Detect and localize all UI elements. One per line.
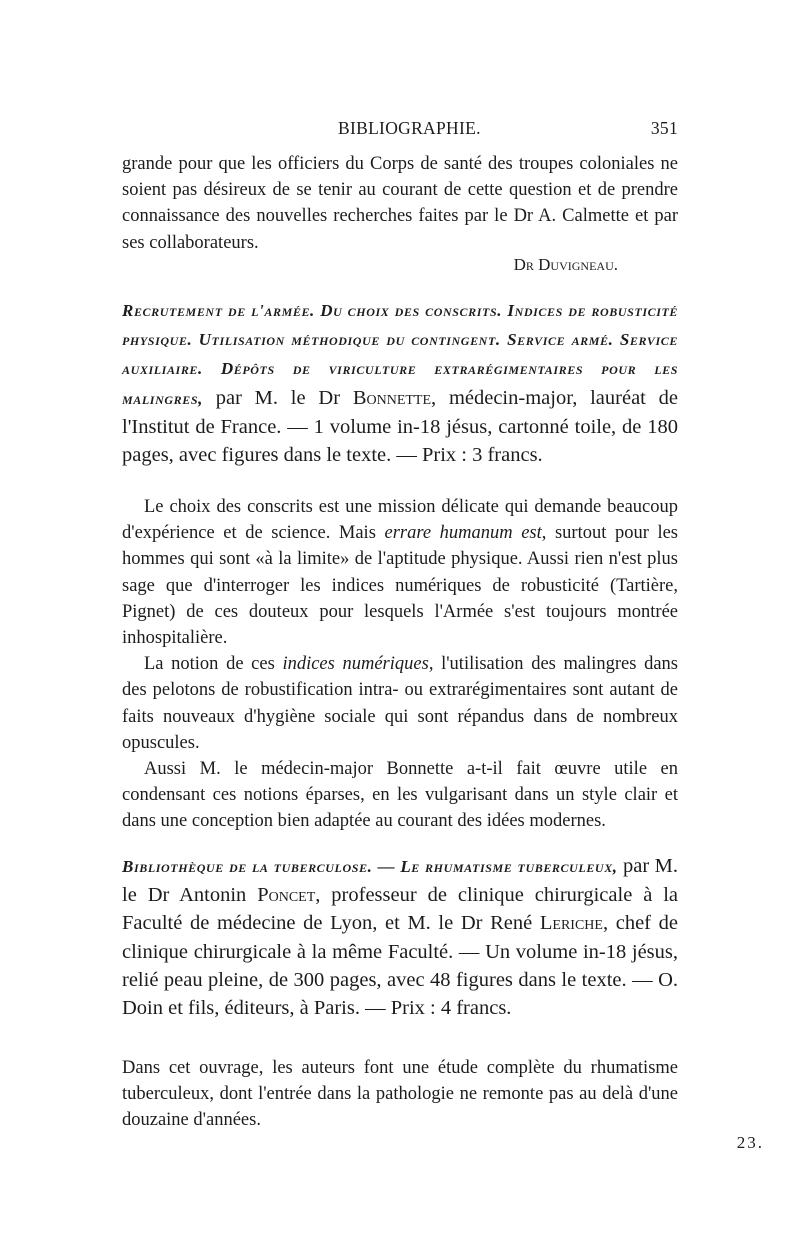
- italic-text: errare humanum est: [384, 523, 542, 544]
- entry-details: , médecin-major, lauréat de l'Institut de France. — 1 volume in-18 jésus, cartonné toile, de 180 pages, avec figures dans le texte. — Prix : 3 francs.: [122, 386, 678, 467]
- paragraph: grande pour que les officiers du Corps de santé des troupes coloniales ne soient pas désireux de se tenir au courant de cette question et de prendre connaissance des nouvelles recherches faites par le Dr A. Calmette et par ses collaborateurs.: [122, 154, 678, 253]
- italic-text: indices numériques: [282, 654, 429, 675]
- entry-by: par M. le Dr: [202, 386, 353, 409]
- entry-by: par M. le Dr Antonin: [122, 855, 678, 907]
- continuation-paragraph: [122, 151, 678, 256]
- text: Le choix des conscrits est une mission délicate qui demande beaucoup d'expérience et de science. Mais: [122, 497, 678, 544]
- entry-author: Poncet: [257, 884, 316, 907]
- text: , l'utilisation des malingres dans des pelotons de robustification intra- ou extrarégimentaires sont autant de faits nouveaux d'hygiène sociale qui sont répandus dans de nombreux opuscules.: [122, 654, 678, 753]
- entry-title: Bibliothèque de la tuberculose. — Le rhumatisme tuberculeux,: [122, 857, 618, 876]
- running-header: [122, 118, 678, 142]
- bibliography-entry-1: [122, 296, 678, 469]
- page-number: 351: [650, 118, 678, 138]
- text: , surtout pour les hommes qui sont «à la limite» de l'aptitude physique. Aussi rien n'est plus sage que d'interroger les indices numériques de robusticité (Tartière, Pignet) de ces douteux pour lesquels l'Armée s'est toujours montrée inhospitalière.: [122, 523, 678, 649]
- review-1: [122, 494, 678, 835]
- review-paragraph: Dans cet ouvrage, les auteurs font une étude complète du rhumatisme tuberculeux, dont l'entrée dans la pathologie ne remonte pas au delà d'une douzaine d'années.: [122, 1058, 678, 1131]
- signature-mark: 23.: [736, 1133, 764, 1152]
- review-2: [122, 1055, 678, 1134]
- reviewer-signature: Dr Duvigneau.: [513, 255, 618, 274]
- review-paragraph: [122, 494, 678, 651]
- text: La notion de ces: [144, 654, 283, 675]
- entry-author: Bonnette: [352, 386, 432, 409]
- entry-details: , chef de clinique chirurgicale à la même Faculté. — Un volume in-18 jésus, relié peau pleine, de 300 pages, avec 48 figures dans le texte. — O. Doin et fils, éditeurs, à Paris. — Prix : 4 francs.: [122, 912, 678, 1020]
- header-title: BIBLIOGRAPHIE.: [338, 118, 481, 138]
- entry-title: Recrutement de l'armée. Du choix des conscrits. Indices de robusticité physique. Utilisation méthodique du contingent. Service armé. Service auxiliaire. Dépôts de viriculture extrarégimentaires pour les malingres,: [122, 301, 678, 408]
- review-paragraph: [122, 651, 678, 756]
- entry-author: Leriche: [539, 912, 603, 935]
- bibliography-entry-2: [122, 852, 678, 1022]
- entry-details: , professeur de clinique chirurgicale à la Faculté de médecine de Lyon, et M. le Dr René: [122, 884, 678, 935]
- review-paragraph: Aussi M. le médecin-major Bonnette a-t-il fait œuvre utile en condensant ces notions éparses, en les vulgarisant dans un style clair et dans une conception bien adaptée au courant des idées modernes.: [122, 759, 678, 832]
